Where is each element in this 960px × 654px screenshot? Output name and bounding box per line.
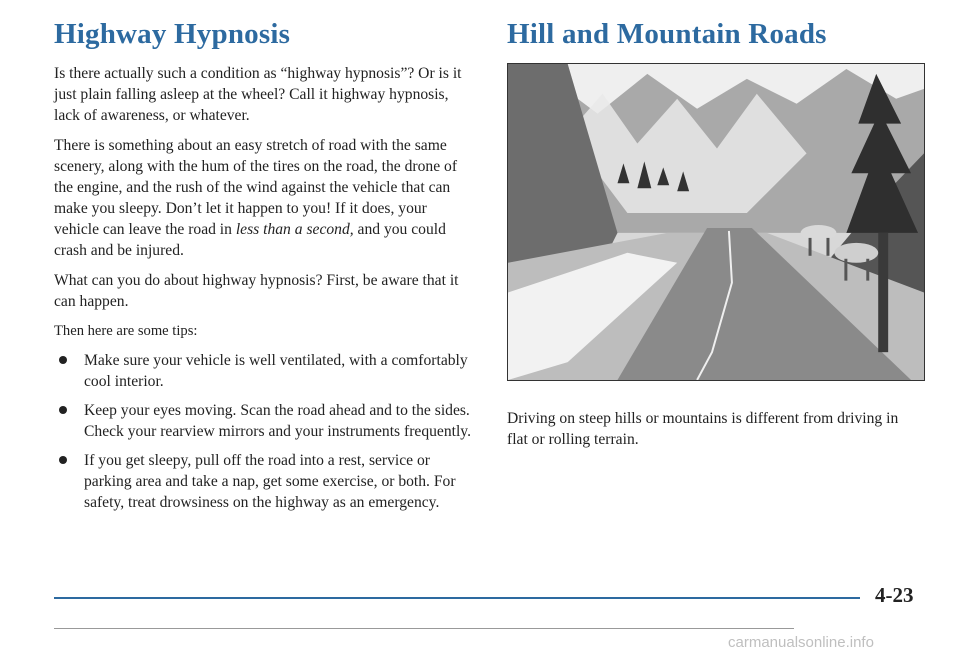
tips-intro: Then here are some tips: (54, 323, 198, 339)
footer-rule (54, 597, 860, 599)
list-item-text: Make sure your vehicle is well ventilated, with a comfortably cool interior. (84, 352, 468, 390)
list-item (54, 400, 474, 442)
section-heading-highway-hypnosis: Highway Hypnosis (54, 18, 291, 50)
bullet-icon (59, 356, 67, 364)
section-heading-hill-mountain-roads: Hill and Mountain Roads (507, 18, 827, 50)
paragraph-sleepy-text: There is something about an easy stretch of road with the same scenery, along with the hum of the tires on the road, the drone of the engine, and the rush of the wind against the vehicle that can make you sleepy. Don’t let it happen to you! If it does, your vehicle can leave the road in (54, 137, 458, 238)
mountain-road-illustration (507, 63, 925, 381)
list-item-text: If you get sleepy, pull off the road into a rest, service or parking area and take a nap, get some exercise, or both. For safety, treat drowsiness on the highway as an emergency. (84, 452, 456, 511)
paragraph-sleepy-end: and you could crash and be injured. (54, 221, 446, 259)
paragraph-sleepy (54, 135, 474, 261)
emphasis-less-than-second: less than a second, (235, 221, 354, 238)
page-number: 4-23 (875, 583, 914, 607)
watermark-text: carmanualsonline.info (728, 634, 874, 651)
list-item (54, 350, 474, 392)
bottom-rule (54, 628, 794, 629)
bullet-icon (59, 406, 67, 414)
list-item-text: Keep your eyes moving. Scan the road ahead and to the sides. Check your rearview mirrors and your instruments frequently. (84, 402, 471, 440)
illustration-caption: Driving on steep hills or mountains is different from driving in flat or rolling terrain. (507, 410, 899, 448)
paragraph-intro: Is there actually such a condition as “highway hypnosis”? Or is it just plain falling asleep at the wheel? Call it highway hypnosis, lack of awareness, or whatever. (54, 65, 462, 124)
list-item (54, 450, 474, 513)
left-column (54, 18, 474, 521)
tips-list (54, 350, 474, 513)
bullet-icon (59, 456, 67, 464)
paragraph-what-can-you-do: What can you do about highway hypnosis? First, be aware that it can happen. (54, 272, 459, 310)
right-column (507, 18, 927, 459)
